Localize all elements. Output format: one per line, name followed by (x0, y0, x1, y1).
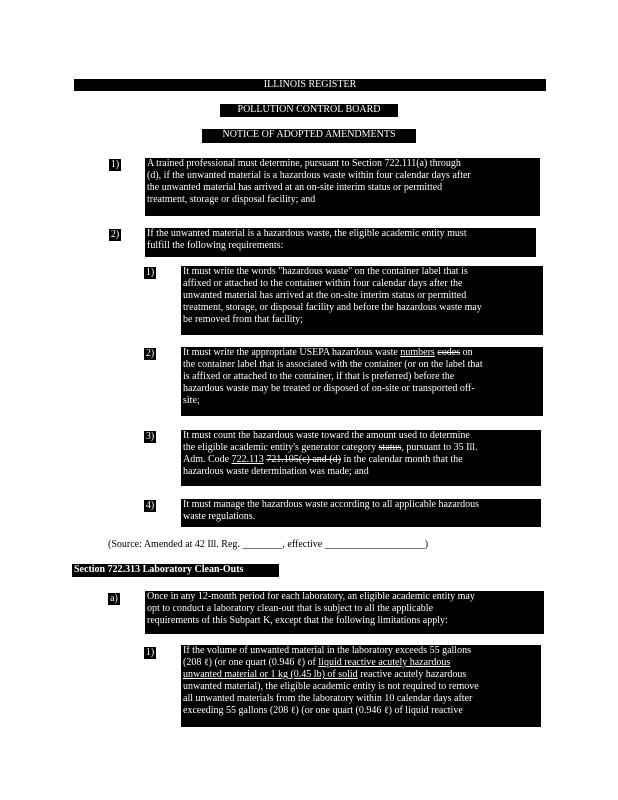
subitem-1-text (181, 266, 543, 335)
text-line: is affixed or attached to the container, if that is preferred) before the (183, 371, 455, 382)
text-line (183, 454, 541, 466)
notice-title-text: NOTICE OF ADOPTED AMENDMENTS (222, 129, 396, 140)
text-line: If the volume of unwanted material in the laboratory exceeds 55 gallons (183, 645, 471, 656)
inserted-text: unwanted material or 1 kg (0.45 lb) of solid (183, 669, 358, 680)
text-line: If the unwanted material is a hazardous waste, the eligible academic entity must (147, 228, 467, 239)
text-line: site; (183, 395, 200, 406)
text-line: requirements of this Subpart K, except that the following limitations apply: (147, 615, 448, 626)
text-line: It must count the hazardous waste toward the amount used to determine (183, 430, 470, 441)
text-line: Once in any 12-month period for each laboratory, an eligible academic entity may (147, 591, 475, 602)
deleted-text: 721.105(c) and (d) (266, 454, 341, 465)
text-line: A trained professional must determine, pursuant to Section 722.111(a) through (147, 158, 461, 169)
subitem-4-label: 4) (145, 500, 155, 511)
subitem-2-text (181, 347, 543, 416)
text-line: unwanted material has arrived at the on-site interim status or permitted (183, 290, 467, 301)
item-a-label: a) (108, 593, 120, 605)
inserted-text: liquid reactive acutely hazardous (318, 657, 451, 668)
item-1-label: 1) (110, 159, 120, 170)
text-run: reactive acutely hazardous (357, 669, 467, 680)
subitem-1-label: 1) (145, 267, 155, 278)
board-title (220, 104, 398, 117)
board-title-text: POLLUTION CONTROL BOARD (237, 104, 381, 115)
text-line: the container label that is associated with the container (or on the label that (183, 359, 483, 370)
source-note: (Source: Amended at 42 Ill. Reg. ________, effective ____________________) (108, 539, 429, 550)
text-line: be removed from that facility; (183, 314, 303, 325)
text-line: hazardous waste may be treated or disposed of on-site or transported off- (183, 383, 475, 394)
register-title (74, 79, 546, 91)
register-title-text: ILLINOIS REGISTER (263, 79, 357, 90)
item-a-text (145, 591, 544, 634)
section-heading (72, 564, 279, 577)
text-run: It must write the appropriate USEPA hazardous waste (183, 347, 401, 358)
subitem-3-label: 3) (145, 431, 155, 442)
text-line: exceeding 55 gallons (208 ℓ) (or one quart (0.946 ℓ) of liquid reactive (183, 705, 463, 716)
deleted-text: status (378, 442, 402, 453)
notice-title (202, 129, 416, 143)
item-a1-label: 1) (145, 647, 155, 658)
text-line (183, 442, 541, 454)
text-run: on (460, 347, 473, 358)
text-line (183, 347, 543, 359)
text-run: , pursuant to 35 Ill. (401, 442, 478, 453)
text-line: treatment, storage or disposal facility; and (147, 194, 316, 205)
text-line: the unwanted material has arrived at an on-site interim status or permitted (147, 182, 443, 193)
text-line: hazardous waste determination was made; and (183, 466, 369, 477)
item-1-text (145, 158, 540, 216)
text-run: the eligible academic entity's generator category (183, 442, 379, 453)
inserted-text: 722.113 (231, 454, 264, 465)
inserted-text: numbers (400, 347, 435, 358)
item-2-text (145, 228, 536, 257)
text-line: fulfill the following requirements: (147, 240, 284, 251)
text-line: opt to conduct a laboratory clean-out that is subject to all the applicable (147, 603, 434, 614)
text-line: waste regulations. (183, 511, 256, 522)
text-line: (d), if the unwanted material is a hazardous waste within four calendar days after (147, 170, 471, 181)
text-run: in the calendar month that the (340, 454, 463, 465)
subitem-4-text (181, 499, 541, 527)
text-line: affixed or attached to the container within four calendar days after the (183, 278, 463, 289)
text-line: treatment, storage, or disposal facility and before the hazardous waste may (183, 302, 482, 313)
item-a1-text (181, 645, 541, 727)
text-line: It must manage the hazardous waste according to all applicable hazardous (183, 499, 479, 510)
text-run: Adm. Code (183, 454, 232, 465)
text-line (183, 657, 541, 669)
item-2-label: 2) (110, 229, 120, 240)
deleted-text: codes (437, 347, 461, 358)
text-line (183, 669, 541, 681)
text-run: (208 ℓ) (or one quart (0.946 ℓ) of (183, 657, 319, 668)
subitem-3-text (181, 430, 541, 486)
section-heading-text: Section 722.313 Laboratory Clean-Outs (74, 564, 244, 575)
text-line: unwanted material), the eligible academic entity is not required to remove (183, 681, 479, 692)
text-line: It must write the words "hazardous waste" on the container label that is (183, 266, 468, 277)
subitem-2-label: 2) (145, 348, 155, 359)
text-line: all unwanted materials from the laboratory within 10 calendar days after (183, 693, 473, 704)
